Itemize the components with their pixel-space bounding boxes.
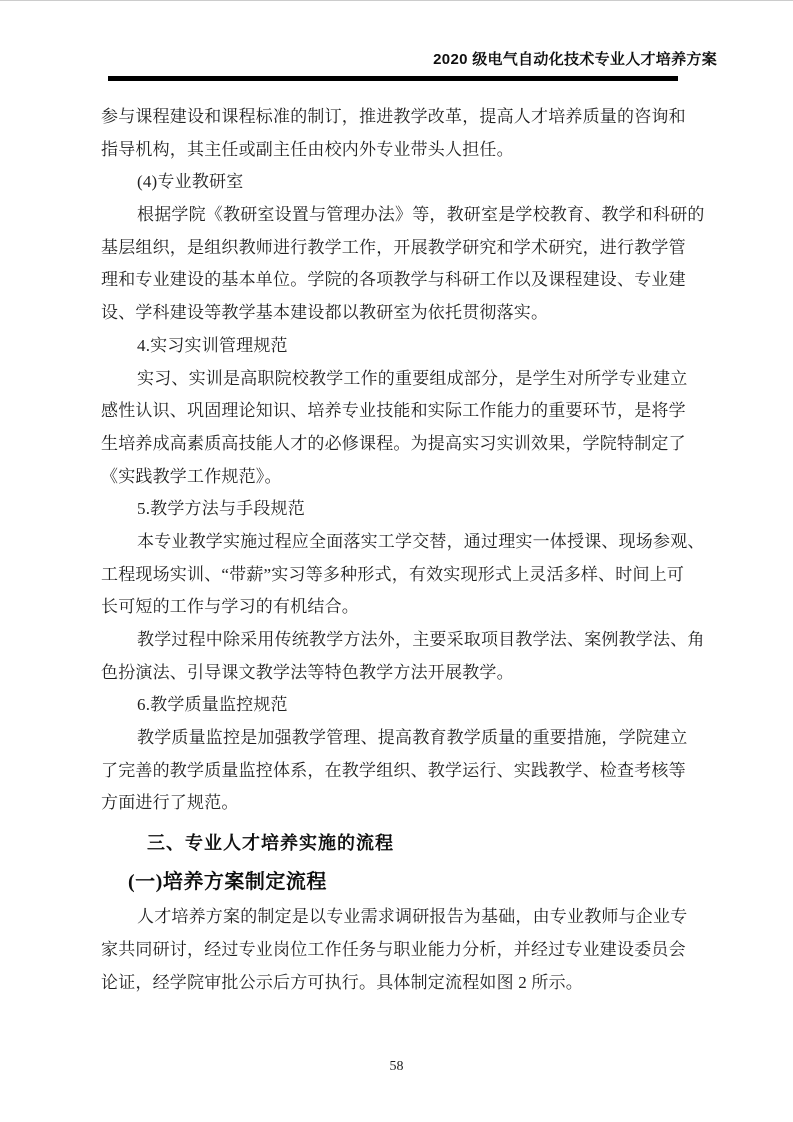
paragraph-line: 色扮演法、引导课文教学法等特色教学方法开展教学。: [101, 662, 514, 682]
paragraph-line: 指导机构，其主任或副主任由校内外专业带头人担任。: [101, 139, 514, 159]
paragraph-line: 工程现场实训、“带薪”实习等多种形式，有效实现形式上灵活多样、时间上可: [101, 564, 685, 584]
paragraph-line: 根据学院《教研室设置与管理办法》等，教研室是学校教育、教学和科研的: [137, 205, 705, 225]
paragraph-line: 感性认识、巩固理论知识、培养专业技能和实际工作能力的重要环节，是将学: [101, 401, 686, 421]
paragraph-line: 设、学科建设等教学基本建设都以教研室为依托贯彻落实。: [101, 303, 549, 323]
paragraph-line: 理和专业建设的基本单位。学院的各项教学与科研工作以及课程建设、专业建: [101, 270, 686, 290]
header-double-rule: [108, 76, 678, 81]
paragraph-line: 教学质量监控是加强教学管理、提高教育教学质量的重要措施，学院建立: [137, 728, 688, 748]
paragraph-line: 《实践教学工作规范》。: [101, 466, 282, 486]
paragraph-line: 参与课程建设和课程标准的制订，推进教学改革，提高人才培养质量的咨询和: [101, 107, 686, 126]
paragraph-line: 长可短的工作与学习的有机结合。: [101, 597, 359, 617]
page-number: 58: [389, 1059, 404, 1074]
list-item-heading: (4)专业教研室: [137, 172, 244, 192]
paragraph-line: 了完善的教学质量监控体系，在教学组织、教学运行、实践教学、检查考核等: [101, 760, 686, 780]
paragraph-line: 方面进行了规范。: [101, 793, 239, 813]
paragraph-line: 本专业教学实施过程应全面落实工学交替，通过理实一体授课、现场参观、: [137, 531, 705, 551]
paragraph-line: 家共同研讨，经过专业岗位工作任务与职业能力分析，并经过专业建设委员会: [101, 939, 686, 959]
paragraph-line: 实习、实训是高职院校教学工作的重要组成部分，是学生对所学专业建立: [137, 368, 688, 388]
paragraph-line: 基层组织，是组织教师进行教学工作，开展教学研究和学术研究，进行教学管: [101, 237, 686, 257]
paragraph-line: 人才培养方案的制定是以专业需求调研报告为基础，由专业教师与企业专: [137, 907, 688, 927]
subsection-heading: (一)培养方案制定流程: [128, 871, 327, 894]
paragraph-line: 生培养成高素质高技能人才的必修课程。为提高实习实训效果，学院特制定了: [101, 433, 686, 453]
page-top-edge: [0, 0, 793, 1]
paragraph-line: 教学过程中除采用传统教学方法外，主要采取项目教学法、案例教学法、角: [137, 630, 705, 649]
numbered-heading: 4.实习实训管理规范: [137, 335, 288, 355]
paragraph-line: 论证，经学院审批公示后方可执行。具体制定流程如图 2 所示。: [101, 972, 583, 992]
document-body: [101, 101, 705, 999]
section-heading: 三、专业人才培养实施的流程: [147, 833, 394, 854]
page-header-title: 2020 级电气自动化技术专业人才培养方案: [433, 51, 717, 68]
numbered-heading: 5.教学方法与手段规范: [137, 499, 305, 519]
numbered-heading: 6.教学质量监控规范: [137, 695, 288, 715]
